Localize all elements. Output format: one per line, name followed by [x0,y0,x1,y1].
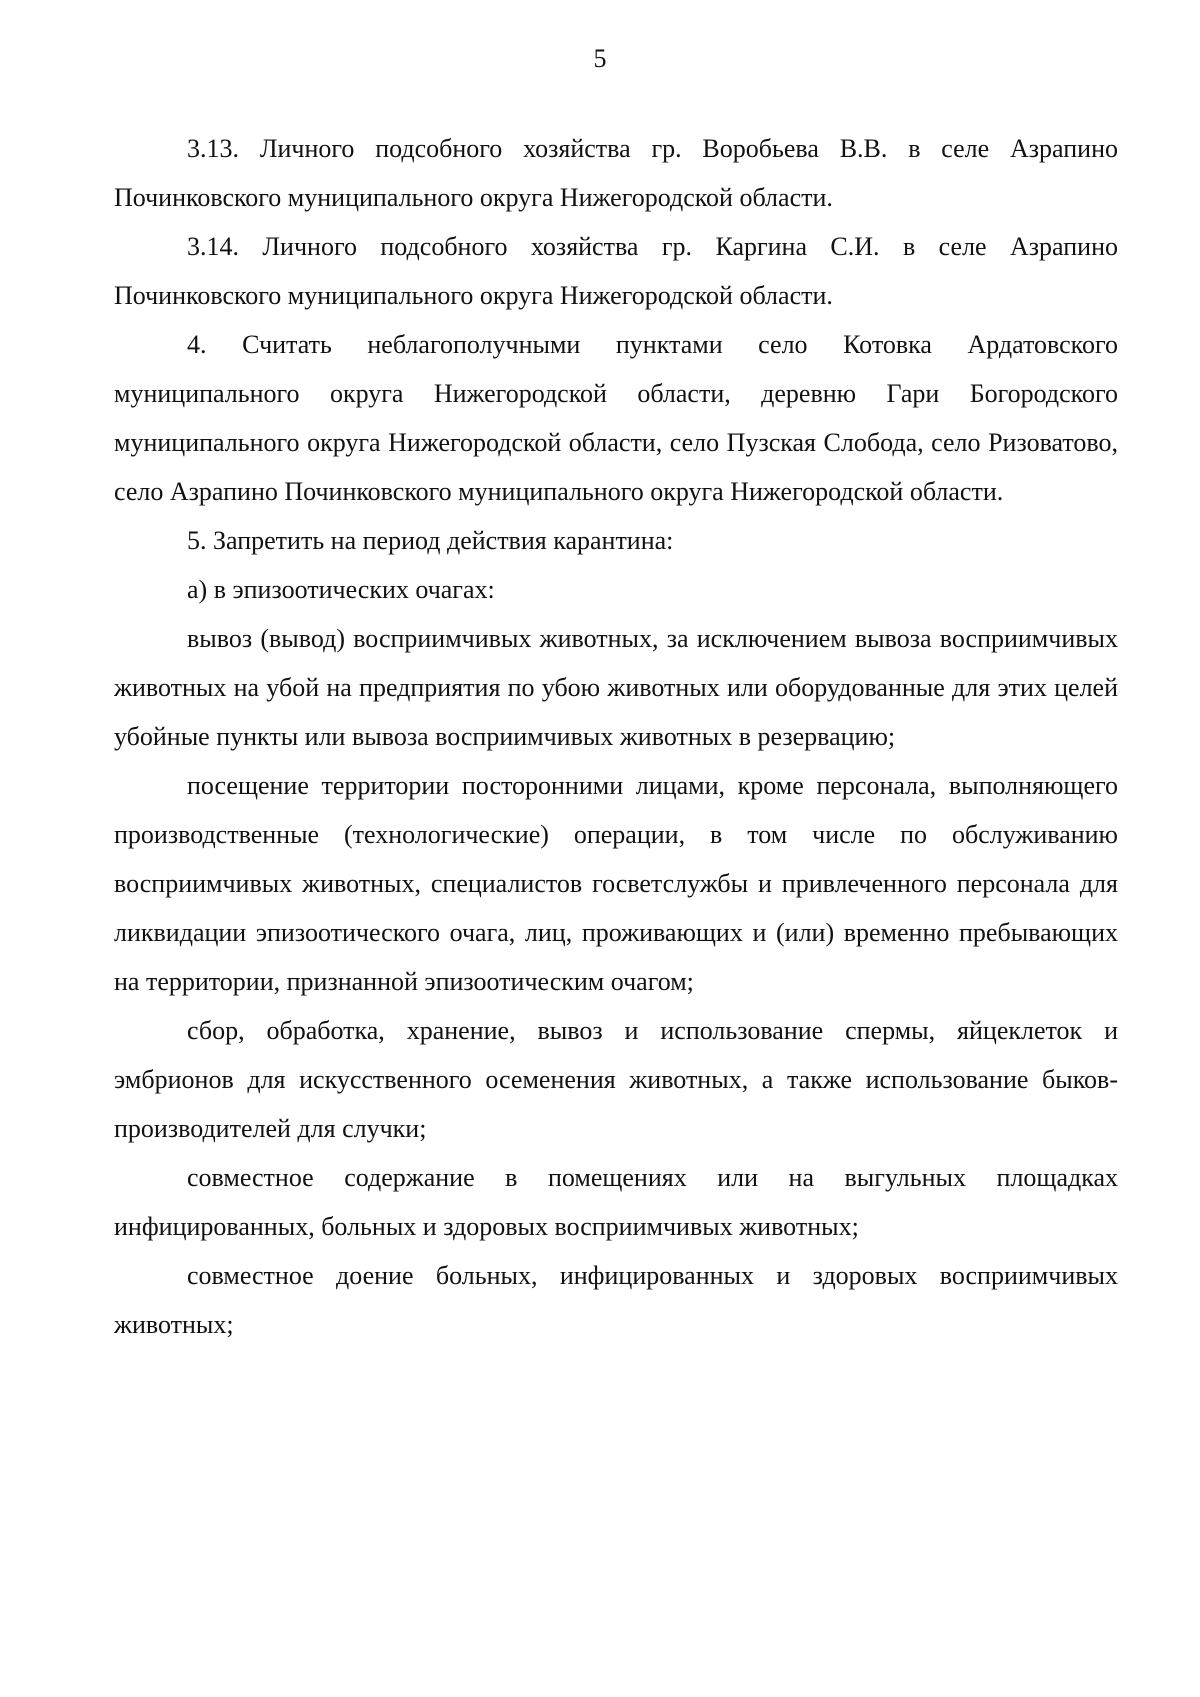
paragraph-export-ban: вывоз (вывод) восприимчивых животных, за исключением вывоза восприимчивых животных на убой на предприятия по убою животных или оборудованные для этих целей убойные пункты или вывоза восприимчивых животных в резервацию; [114,624,1118,751]
paragraph-5: 5. Запретить на период действия карантина: [187,526,674,555]
document-body [114,124,1118,1349]
paragraph-visit-ban: посещение территории посторонними лицами, кроме персонала, выполняющего производственные (технологические) операции, в том числе по обслуживанию восприимчивых животных, специалистов госветслужбы и привлеченного персонала для ликвидации эпизоотического очага, лиц, проживающих и (или) временно пребывающих на территории, признанной эпизоотическим очагом; [114,771,1118,996]
paragraph-5a: а) в эпизоотических очагах: [187,575,495,604]
page-number: 5 [593,44,607,73]
paragraph-3-13: 3.13. Личного подсобного хозяйства гр. Воробьева В.В. в селе Азрапино Починковского муниципального округа Нижегородской области. [114,134,1118,212]
paragraph-joint-milking-ban: совместное доение больных, инфицированных и здоровых восприимчивых животных; [114,1261,1118,1339]
paragraph-4: 4. Считать неблагополучными пунктами село Котовка Ардатовского муниципального округа Нижегородской области, деревню Гари Богородского муниципального округа Нижегородской области, село Пузская Слобода, село Ризоватово, село Азрапино Починковского муниципального округа Нижегородской области. [114,330,1118,506]
paragraph-joint-keeping-ban: совместное содержание в помещениях или на выгульных площадках инфицированных, больных и здоровых восприимчивых животных; [114,1163,1118,1241]
paragraph-3-14: 3.14. Личного подсобного хозяйства гр. Каргина С.И. в селе Азрапино Починковского муниципального округа Нижегородской области. [114,232,1118,310]
paragraph-insemination-ban: сбор, обработка, хранение, вывоз и использование спермы, яйцеклеток и эмбрионов для искусственного осеменения животных, а также использование быков-производителей для случки; [114,1016,1118,1143]
